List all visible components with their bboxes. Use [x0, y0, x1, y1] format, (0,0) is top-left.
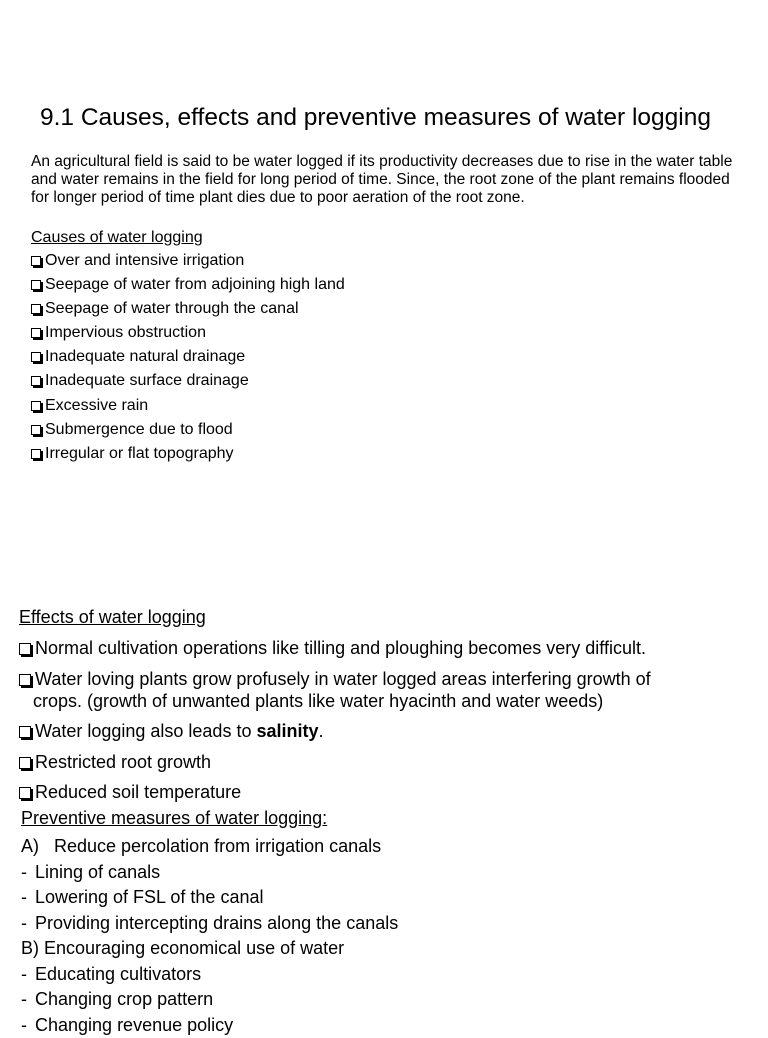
- checkbox-bullet-icon: [31, 328, 41, 338]
- list-item: Irregular or flat topography: [31, 443, 345, 467]
- list-item: Inadequate natural drainage: [31, 346, 345, 370]
- list-item: Restricted root growth: [19, 751, 749, 773]
- list-item: - Providing intercepting drains along the canals: [21, 911, 398, 937]
- intro-paragraph: An agricultural field is said to be water logged if its productivity decreases due to rise in the water table and water remains in the field for long period of time. Since, the root zone of the plant remains flooded for longer period of time plant dies due to poor aeration of the root zone.: [31, 153, 743, 207]
- effects-heading: Effects of water logging: [19, 607, 206, 628]
- list-item: Water loving plants grow profusely in water logged areas interfering growth of crops. (growth of unwanted plants like water hyacinth and water weeds): [19, 668, 749, 712]
- list-item: Inadequate surface drainage: [31, 370, 345, 394]
- checkbox-bullet-icon: [31, 352, 41, 362]
- list-item: A) Reduce percolation from irrigation canals: [21, 834, 398, 860]
- checkbox-bullet-icon: [19, 726, 31, 738]
- list-item: Impervious obstruction: [31, 322, 345, 346]
- checkbox-bullet-icon: [31, 256, 41, 266]
- checkbox-bullet-icon: [31, 449, 41, 459]
- list-item: B) Encouraging economical use of water: [21, 936, 398, 962]
- checkbox-bullet-icon: [31, 401, 41, 411]
- causes-list: [31, 250, 345, 467]
- list-item: - Lining of canals: [21, 860, 398, 886]
- list-item: - Changing revenue policy: [21, 1013, 398, 1038]
- list-item: Reduced soil temperature: [19, 781, 749, 803]
- checkbox-bullet-icon: [19, 643, 31, 655]
- list-item: Seepage of water through the canal: [31, 298, 345, 322]
- checkbox-bullet-icon: [19, 674, 31, 686]
- checkbox-bullet-icon: [19, 757, 31, 769]
- list-item: Water logging also leads to salinity.: [19, 720, 749, 742]
- list-item: Excessive rain: [31, 395, 345, 419]
- list-item: Over and intensive irrigation: [31, 250, 345, 274]
- preventive-heading: Preventive measures of water logging:: [21, 808, 327, 829]
- list-item: - Changing crop pattern: [21, 987, 398, 1013]
- preventive-list: [21, 834, 398, 1038]
- page-title: 9.1 Causes, effects and preventive measures of water logging: [40, 104, 711, 132]
- list-item: - Lowering of FSL of the canal: [21, 885, 398, 911]
- list-item: Submergence due to flood: [31, 419, 345, 443]
- list-item: Normal cultivation operations like tilling and ploughing becomes very difficult.: [19, 637, 749, 659]
- causes-heading: Causes of water logging: [31, 229, 203, 247]
- checkbox-bullet-icon: [31, 425, 41, 435]
- list-item: Seepage of water from adjoining high land: [31, 274, 345, 298]
- list-item: - Educating cultivators: [21, 962, 398, 988]
- checkbox-bullet-icon: [31, 280, 41, 290]
- emphasis-salinity: salinity: [256, 721, 318, 741]
- checkbox-bullet-icon: [31, 304, 41, 314]
- checkbox-bullet-icon: [19, 787, 31, 799]
- checkbox-bullet-icon: [31, 376, 41, 386]
- effects-list: [19, 637, 749, 812]
